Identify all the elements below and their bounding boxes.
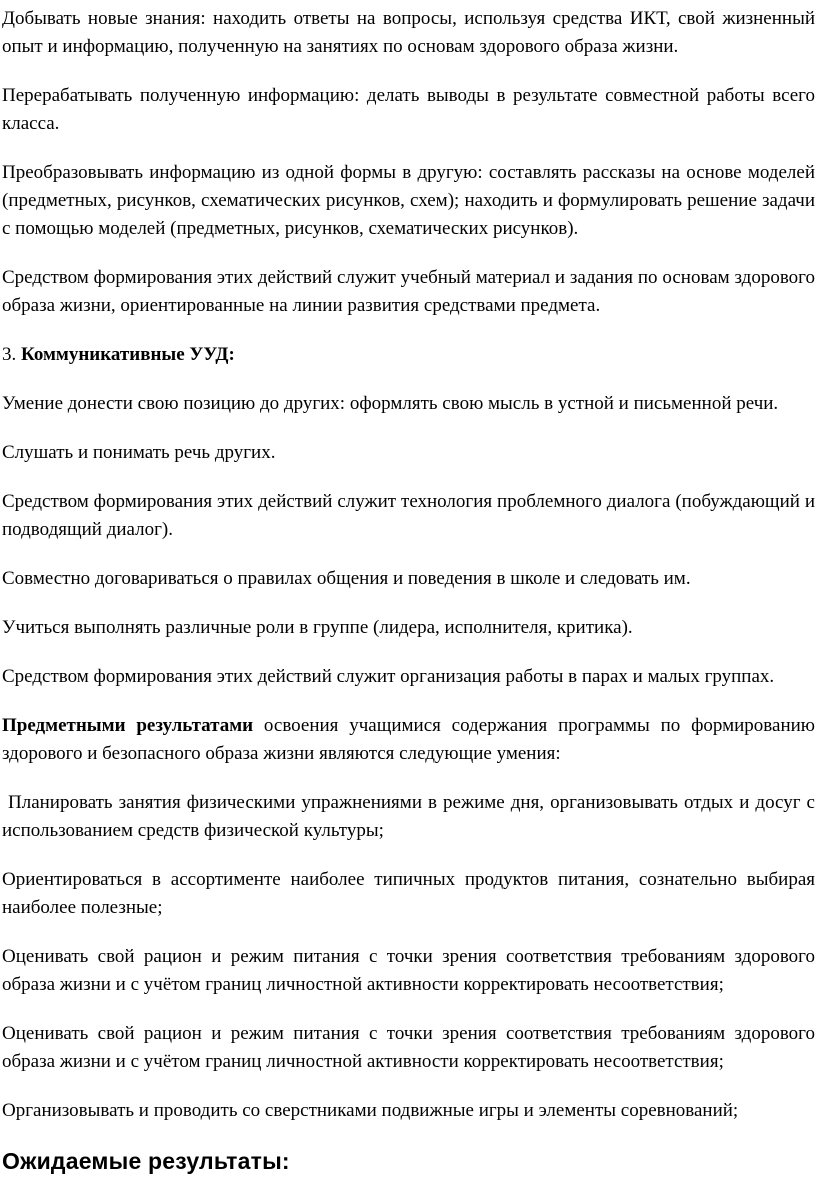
paragraph: Средством формирования этих действий служит организация работы в парах и малых группах. [2,666,775,687]
lead-bold-text: Предметными результатами [2,715,254,736]
paragraph: Перерабатывать полученную информацию: делать выводы в результате совместной работы всего класса. [2,85,815,134]
paragraph-text: освоения учащимися содержания программы по формированию здорового и безопасного образа жизни являются следующие умения: [2,715,815,764]
paragraph: Планировать занятия физическими упражнениями в режиме дня, организовывать отдых и досуг с использованием средств физической культуры; [2,792,815,841]
paragraph-subject-results [2,712,815,768]
paragraph: Средством формирования этих действий служит технология проблемного диалога (побуждающий и подводящий диалог). [2,491,815,540]
section-heading-communicative-uud [2,341,815,369]
paragraph: Оценивать свой рацион и режим питания с точки зрения соответствия требованиям здорового образа жизни и с учётом границ личностной активности корректировать несоответствия; [2,946,815,995]
paragraph: Оценивать свой рацион и режим питания с точки зрения соответствия требованиям здорового образа жизни и с учётом границ личностной активности корректировать несоответствия; [2,1023,815,1072]
expected-results-heading: Ожидаемые результаты: [2,1148,290,1174]
paragraph: Слушать и понимать речь других. [2,442,276,463]
paragraph: Ориентироваться в ассортименте наиболее типичных продуктов питания, сознательно выбирая наиболее полезные; [2,869,815,918]
heading-title: Коммуникативные УУД: [21,344,235,365]
heading-number: 3. [2,344,21,365]
paragraph: Совместно договариваться о правилах общения и поведения в школе и следовать им. [2,568,691,589]
paragraph: Средством формирования этих действий служит учебный материал и задания по основам здорового образа жизни, ориентированные на линии развития средствами предмета. [2,267,815,316]
paragraph: Преобразовывать информацию из одной формы в другую: составлять рассказы на основе моделей (предметных, рисунков, схематических рисунков, схем); находить и формулировать решение задачи с помощью моделей (предметных, рисунков, схематических рисунков). [2,162,815,239]
paragraph: Умение донести свою позицию до других: оформлять свою мысль в устной и письменной речи. [2,393,779,414]
paragraph: Добывать новые знания: находить ответы на вопросы, используя средства ИКТ, свой жизненный опыт и информацию, полученную на занятиях по основам здорового образа жизни. [2,8,815,57]
paragraph: Учиться выполнять различные роли в группе (лидера, исполнителя, критика). [2,617,633,638]
paragraph: Организовывать и проводить со сверстниками подвижные игры и элементы соревнований; [2,1100,739,1121]
